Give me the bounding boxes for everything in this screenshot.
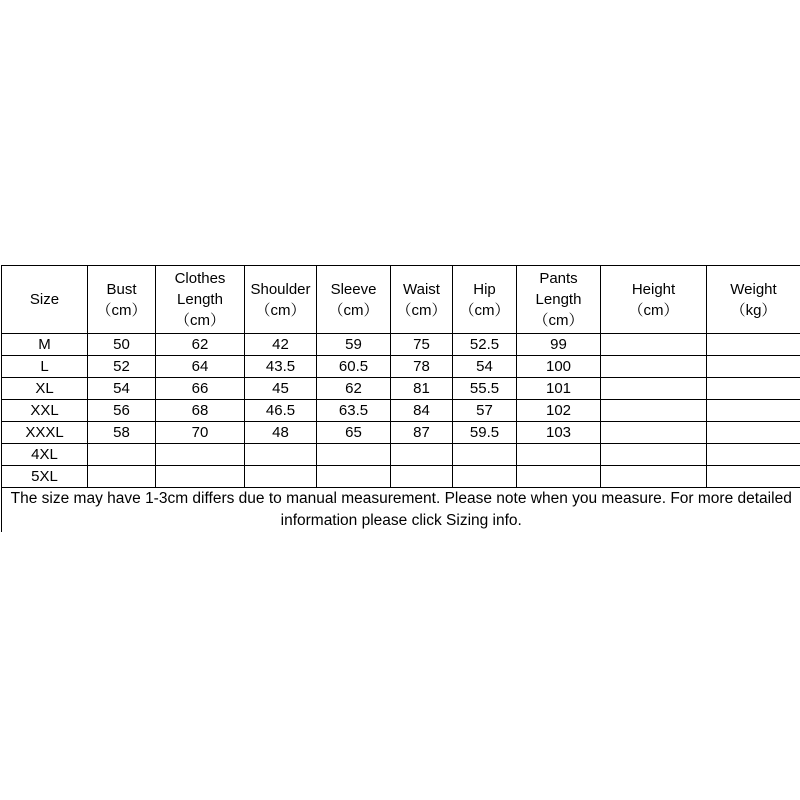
table-cell: 60.5: [317, 356, 391, 378]
table-cell: 68: [156, 400, 245, 422]
measurement-note: The size may have 1-3cm differs due to manual measurement. Please note when you measure. For more detailed information please click Sizing info.: [2, 488, 800, 533]
table-cell: [317, 444, 391, 466]
table-row: [2, 400, 800, 422]
table-cell: 62: [156, 334, 245, 356]
table-cell: [601, 378, 707, 400]
table-row: [2, 378, 800, 400]
header-weight-unit: （kg）: [730, 301, 777, 319]
table-cell: [453, 444, 517, 466]
header-height-unit: （cm）: [628, 301, 679, 319]
table-cell: 54: [88, 378, 156, 400]
table-cell: XXL: [2, 400, 88, 422]
table-cell: 54: [453, 356, 517, 378]
table-cell: 101: [517, 378, 601, 400]
header-pants-length-unit: （cm）: [533, 312, 584, 329]
table-cell: [245, 444, 317, 466]
header-clothes-length-line2: Length: [177, 291, 223, 308]
table-row: [2, 444, 800, 466]
table-cell: [317, 466, 391, 488]
header-pants-length-line1: Pants: [539, 270, 578, 287]
table-cell: L: [2, 356, 88, 378]
table-row: [2, 334, 800, 356]
table-cell: 103: [517, 422, 601, 444]
table-row: [2, 422, 800, 444]
table-cell: 4XL: [2, 444, 88, 466]
table-cell: 64: [156, 356, 245, 378]
header-bust-line1: Bust: [106, 280, 137, 298]
table-cell: 87: [391, 422, 453, 444]
table-cell: 62: [317, 378, 391, 400]
table-cell: [707, 400, 800, 422]
header-hip-line1: Hip: [473, 280, 496, 298]
table-cell: [707, 444, 800, 466]
header-shoulder-unit: （cm）: [255, 301, 306, 319]
table-cell: [601, 334, 707, 356]
table-cell: 63.5: [317, 400, 391, 422]
table-cell: 102: [517, 400, 601, 422]
table-row: [2, 356, 800, 378]
header-waist: [391, 266, 453, 334]
header-clothes-length: [156, 266, 245, 334]
table-cell: 66: [156, 378, 245, 400]
header-size-line1: Size: [29, 291, 60, 308]
table-cell: XXXL: [2, 422, 88, 444]
note-row: [2, 488, 800, 533]
table-cell: [156, 466, 245, 488]
table-cell: [601, 444, 707, 466]
table-cell: [391, 444, 453, 466]
table-cell: 56: [88, 400, 156, 422]
table-cell: 84: [391, 400, 453, 422]
header-weight-line1: Weight: [730, 280, 777, 298]
table-cell: 55.5: [453, 378, 517, 400]
header-height-line1: Height: [631, 280, 676, 298]
table-cell: 52.5: [453, 334, 517, 356]
table-cell: [156, 444, 245, 466]
table-cell: 45: [245, 378, 317, 400]
table-cell: 59: [317, 334, 391, 356]
table-cell: [601, 356, 707, 378]
header-waist-unit: （cm）: [396, 301, 447, 319]
table-cell: [601, 422, 707, 444]
table-cell: 52: [88, 356, 156, 378]
header-weight: [707, 266, 800, 334]
table-cell: [707, 334, 800, 356]
table-cell: 81: [391, 378, 453, 400]
table-cell: [88, 444, 156, 466]
table-cell: 58: [88, 422, 156, 444]
table-cell: 75: [391, 334, 453, 356]
table-cell: 48: [245, 422, 317, 444]
table-cell: [88, 466, 156, 488]
table-cell: [601, 466, 707, 488]
header-waist-line1: Waist: [403, 280, 440, 298]
table-cell: [707, 378, 800, 400]
header-row: [2, 266, 800, 334]
header-shoulder-line1: Shoulder: [250, 280, 311, 298]
table-cell: 57: [453, 400, 517, 422]
header-hip: [453, 266, 517, 334]
header-sleeve: [317, 266, 391, 334]
table-cell: [707, 422, 800, 444]
table-cell: [707, 356, 800, 378]
table-cell: [707, 466, 800, 488]
table-cell: 50: [88, 334, 156, 356]
table-cell: [245, 466, 317, 488]
header-bust: [88, 266, 156, 334]
header-size: [2, 266, 88, 334]
table-cell: 59.5: [453, 422, 517, 444]
table-cell: [517, 466, 601, 488]
table-cell: 100: [517, 356, 601, 378]
header-pants-length-line2: Length: [535, 291, 582, 308]
header-shoulder: [245, 266, 317, 334]
table-cell: [453, 466, 517, 488]
header-bust-unit: （cm）: [96, 301, 147, 319]
table-row: [2, 466, 800, 488]
header-sleeve-unit: （cm）: [328, 301, 379, 319]
table-cell: [517, 444, 601, 466]
table-cell: XL: [2, 378, 88, 400]
table-cell: 70: [156, 422, 245, 444]
table-cell: [391, 466, 453, 488]
header-hip-unit: （cm）: [459, 301, 510, 319]
table-cell: 46.5: [245, 400, 317, 422]
table-cell: 42: [245, 334, 317, 356]
table-cell: 65: [317, 422, 391, 444]
header-height: [601, 266, 707, 334]
header-pants-length: [517, 266, 601, 334]
table-cell: M: [2, 334, 88, 356]
size-chart-table: [1, 265, 800, 532]
table-cell: [601, 400, 707, 422]
table-cell: 5XL: [2, 466, 88, 488]
header-sleeve-line1: Sleeve: [330, 280, 377, 298]
table-cell: 78: [391, 356, 453, 378]
table-cell: 43.5: [245, 356, 317, 378]
table-cell: 99: [517, 334, 601, 356]
header-clothes-length-line1: Clothes: [174, 270, 226, 287]
header-clothes-length-unit: （cm）: [175, 312, 225, 329]
